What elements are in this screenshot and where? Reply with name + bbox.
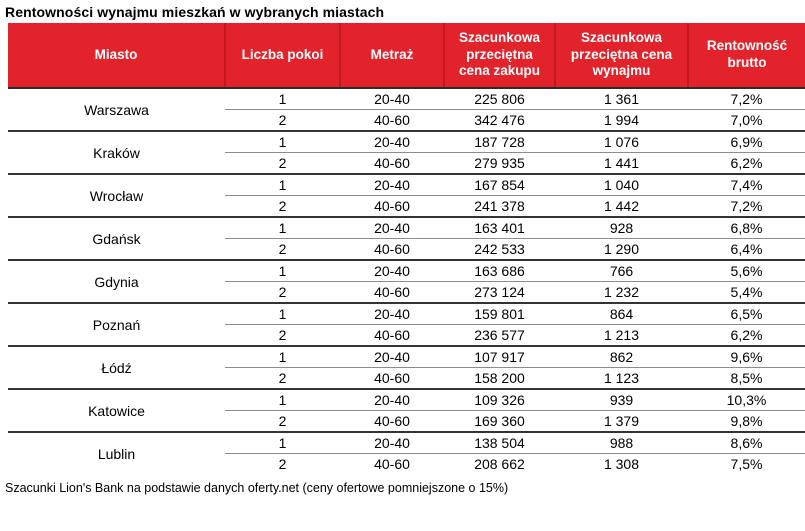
rent-price-cell: 1 441 (555, 153, 688, 175)
page-title: Rentowności wynajmu mieszkań w wybranych miastach (5, 4, 385, 20)
area-cell: 20-40 (374, 91, 410, 107)
gross-yield-cell: 7,0% (688, 110, 805, 132)
table-header (8, 23, 805, 88)
rooms-cell: 1 (278, 435, 287, 451)
area-cell: 20-40 (374, 392, 410, 408)
table-row (8, 389, 805, 411)
col-header-gross-yield: Rentowność brutto (688, 23, 805, 88)
col-header-rooms: Liczba pokoi (225, 23, 340, 88)
gross-yield-cell: 7,4% (730, 177, 763, 193)
table-row (8, 217, 805, 239)
rental-yield-table (8, 23, 805, 474)
purchase-price-cell: 241 378 (444, 196, 555, 218)
table-row (8, 432, 805, 454)
rent-price-cell: 988 (609, 435, 634, 451)
city-cell: Łódź (8, 346, 225, 389)
rooms-cell: 1 (278, 349, 287, 365)
gross-yield-cell: 8,6% (730, 435, 763, 451)
rooms-cell: 2 (225, 325, 340, 347)
area-cell: 20-40 (374, 435, 410, 451)
rooms-cell: 2 (225, 411, 340, 433)
purchase-price-cell: 163 686 (474, 263, 525, 279)
purchase-price-cell: 273 124 (444, 282, 555, 304)
area-cell: 40-60 (340, 282, 444, 304)
gross-yield-cell: 7,5% (688, 454, 805, 475)
purchase-price-cell: 109 326 (474, 392, 525, 408)
area-cell: 40-60 (340, 239, 444, 261)
purchase-price-cell: 225 806 (474, 91, 525, 107)
rent-price-cell: 1 076 (603, 134, 640, 150)
gross-yield-cell: 5,4% (688, 282, 805, 304)
rent-price-cell: 1 232 (555, 282, 688, 304)
city-cell: Poznań (8, 303, 225, 346)
source-note: Szacunki Lion's Bank na podstawie danych oferty.net (ceny ofertowe pomniejszone o 15%) (5, 481, 509, 495)
rooms-cell: 2 (225, 368, 340, 390)
area-cell: 20-40 (374, 263, 410, 279)
table-row (8, 131, 805, 153)
gross-yield-cell: 6,9% (730, 134, 763, 150)
rent-price-cell: 1 040 (603, 177, 640, 193)
rooms-cell: 2 (225, 196, 340, 218)
purchase-price-cell: 187 728 (474, 134, 525, 150)
gross-yield-cell: 6,4% (688, 239, 805, 261)
col-header-rent-price: Szacunkowa przeciętna cena wynajmu (555, 23, 688, 88)
purchase-price-cell: 242 533 (444, 239, 555, 261)
gross-yield-cell: 9,8% (688, 411, 805, 433)
gross-yield-cell: 10,3% (726, 392, 767, 408)
rent-price-cell: 1 442 (555, 196, 688, 218)
area-cell: 40-60 (340, 325, 444, 347)
area-cell: 40-60 (340, 196, 444, 218)
area-cell: 40-60 (340, 153, 444, 175)
header-row (8, 23, 805, 88)
gross-yield-cell: 7,2% (730, 91, 763, 107)
purchase-price-cell: 169 360 (444, 411, 555, 433)
area-cell: 20-40 (374, 220, 410, 236)
rent-price-cell: 1 290 (555, 239, 688, 261)
area-cell: 40-60 (340, 411, 444, 433)
area-cell: 40-60 (340, 110, 444, 132)
rent-price-cell: 928 (609, 220, 634, 236)
gross-yield-cell: 7,2% (688, 196, 805, 218)
purchase-price-cell: 107 917 (474, 349, 525, 365)
rooms-cell: 1 (278, 306, 287, 322)
rooms-cell: 1 (278, 177, 287, 193)
rooms-cell: 1 (278, 134, 287, 150)
rooms-cell: 2 (225, 282, 340, 304)
gross-yield-cell: 8,5% (688, 368, 805, 390)
table-row (8, 174, 805, 196)
area-cell: 20-40 (374, 134, 410, 150)
purchase-price-cell: 279 935 (444, 153, 555, 175)
col-header-area: Metraż (340, 23, 444, 88)
rooms-cell: 1 (278, 263, 287, 279)
rent-price-cell: 864 (609, 306, 634, 322)
rent-price-cell: 1 213 (555, 325, 688, 347)
purchase-price-cell: 163 401 (474, 220, 525, 236)
rent-price-cell: 939 (609, 392, 634, 408)
purchase-price-cell: 236 577 (444, 325, 555, 347)
rent-price-cell: 1 361 (603, 91, 640, 107)
city-cell: Katowice (8, 389, 225, 432)
purchase-price-cell: 159 801 (474, 306, 525, 322)
rooms-cell: 1 (278, 91, 287, 107)
table-body (8, 88, 805, 474)
city-cell: Lublin (97, 445, 136, 462)
city-cell: Gdynia (8, 260, 225, 303)
rooms-cell: 2 (225, 239, 340, 261)
table-row (8, 303, 805, 325)
area-cell: 40-60 (340, 454, 444, 475)
rent-price-cell: 1 123 (555, 368, 688, 390)
purchase-price-cell: 167 854 (474, 177, 525, 193)
rent-price-cell: 1 994 (555, 110, 688, 132)
rooms-cell: 2 (225, 110, 340, 132)
rooms-cell: 2 (225, 454, 340, 475)
city-cell: Wrocław (8, 174, 225, 217)
gross-yield-cell: 6,8% (730, 220, 763, 236)
area-cell: 20-40 (374, 177, 410, 193)
gross-yield-cell: 6,5% (730, 306, 763, 322)
purchase-price-cell: 342 476 (444, 110, 555, 132)
col-header-purchase-price: Szacunkowa przeciętna cena zakupu (444, 23, 555, 88)
gross-yield-cell: 5,6% (730, 263, 763, 279)
col-header-city: Miasto (8, 23, 225, 88)
rent-price-cell: 1 379 (555, 411, 688, 433)
city-cell: Warszawa (8, 88, 225, 131)
table-row (8, 260, 805, 282)
rooms-cell: 2 (225, 153, 340, 175)
gross-yield-cell: 6,2% (688, 153, 805, 175)
purchase-price-cell: 158 200 (444, 368, 555, 390)
table-row (8, 88, 805, 110)
purchase-price-cell: 208 662 (444, 454, 555, 475)
rent-price-cell: 1 308 (555, 454, 688, 475)
gross-yield-cell: 9,6% (730, 349, 763, 365)
city-cell: Gdańsk (8, 217, 225, 260)
gross-yield-cell: 6,2% (688, 325, 805, 347)
rooms-cell: 1 (278, 392, 287, 408)
area-cell: 20-40 (374, 306, 410, 322)
area-cell: 20-40 (374, 349, 410, 365)
purchase-price-cell: 138 504 (474, 435, 525, 451)
rent-price-cell: 862 (609, 349, 634, 365)
rooms-cell: 1 (278, 220, 287, 236)
area-cell: 40-60 (340, 368, 444, 390)
rent-price-cell: 766 (609, 263, 634, 279)
city-cell: Kraków (8, 131, 225, 174)
table-row (8, 346, 805, 368)
